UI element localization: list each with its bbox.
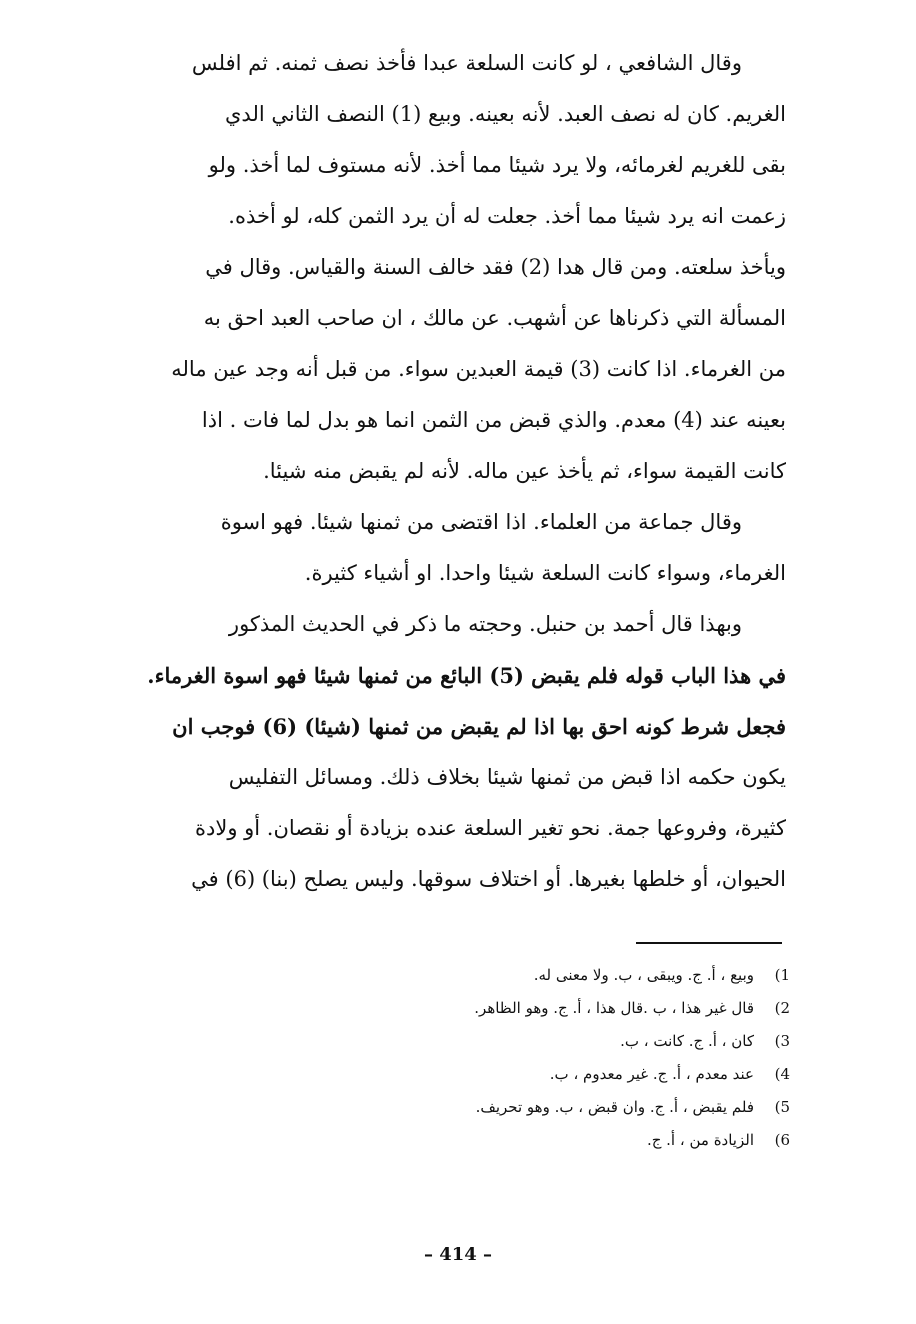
footnote-number: 1) [774,965,790,984]
page-number: – 414 – [423,1244,493,1265]
text-line: في هذا الباب قوله فلم يقبض (5) البائع من ثمنها شيئا فهو اسوة الغرماء. [147,663,786,688]
footnote-divider [636,942,782,944]
footnote-text: الزيادة من ، أ. ج. [646,1130,754,1149]
text-line: بعينه عند (4) معدم. والذي قبض من الثمن انما هو بدل لما فات . اذا [201,408,786,432]
text-line: من الغرماء. اذا كانت (3) قيمة العبدين سواء. من قبل أنه وجد عين ماله [171,357,786,381]
footnote [300,958,790,991]
text-line: الغريم. كان له نصف العبد. لأنه بعينه. وبيع (1) النصف الثاني الدي [225,102,786,126]
paragraph [106,752,786,905]
footnote [300,1024,790,1057]
footnote-number: 5) [774,1097,790,1116]
text-line: المسألة التي ذكرناها عن أشهب. عن مالك ، ان صاحب العبد احق به [203,306,786,330]
text-line: زعمت انه يرد شيئا مما أخذ. جعلت له أن يرد الثمن كله، لو أخذه. [228,204,786,228]
text-line: ويأخذ سلعته. ومن قال هدا (2) فقد خالف السنة والقياس. وقال في [205,255,786,279]
text-line: الغرماء، وسواء كانت السلعة شيئا واحدا. او أشياء كثيرة. [304,561,786,585]
text-line: وبهذا قال أحمد بن حنبل. وحجته ما ذكر في الحديث المذكور [228,612,742,636]
footnote-number: 3) [774,1031,790,1050]
footnote-number: 4) [774,1064,790,1083]
text-line: كانت القيمة سواء، ثم يأخذ عين ماله. لأنه لم يقبض منه شيئا. [263,459,786,483]
text-line: يكون حكمه اذا قبض من ثمنها شيئا بخلاف ذلك. ومسائل التفليس [228,765,786,789]
footnote [300,1090,790,1123]
text-line: وقال الشافعي ، لو كانت السلعة عبدا فأخذ نصف ثمنه. ثم افلس [191,51,742,75]
footnote-number: 2) [774,998,790,1017]
text-line: الحيوان، أو خلطها بغيرها. أو اختلاف سوقها. وليس يصلح (بنا) (6) في [191,867,786,891]
text-line: وقال جماعة من العلماء. اذا اقتضى من ثمنها شيئا. فهو اسوة [220,510,742,534]
footnote-text: وبيع ، أ. ج. ويبقى ، ب. ولا معنى له. [533,965,754,984]
footnote [300,991,790,1024]
footnote [300,1057,790,1090]
footnote-text: كان ، أ. ج. كانت ، ب. [620,1031,754,1050]
text-line: بقى للغريم لغرمائه، ولا يرد شيئا مما أخذ. لأنه مستوف لما أخذ. ولو [208,153,786,177]
footnote-text: قال غير هذا ، ب .قال هذا ، أ. ج. وهو الظاهر. [474,998,754,1017]
text-line: كثيرة، وفروعها جمة. نحو تغير السلعة عنده بزيادة أو نقصان. أو ولادة [194,816,786,840]
paragraph [106,599,786,650]
footnote-number: 6) [774,1130,790,1149]
footnotes [300,958,790,1156]
paragraph [106,38,786,497]
paragraph [106,497,786,599]
text-line: فجعل شرط كونه احق بها اذا لم يقبض من ثمنها (شيئا) (6) فوجب ان [172,714,786,739]
footnote-text: عند معدم ، أ. ج. غير معدوم ، ب. [549,1064,754,1083]
paragraph [106,650,786,752]
footnote-text: فلم يقبض ، أ. ج. وان قبض ، ب. وهو تحريف. [475,1097,754,1116]
main-text [106,38,786,905]
footnote [300,1123,790,1156]
